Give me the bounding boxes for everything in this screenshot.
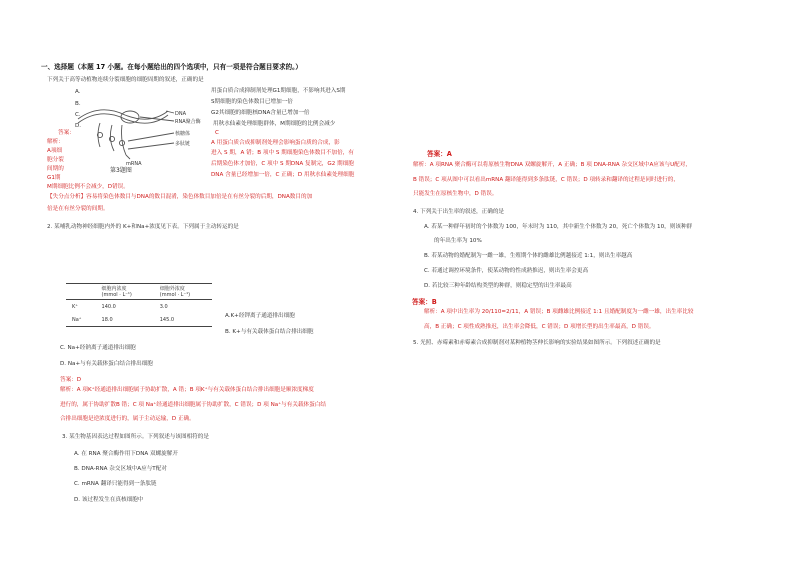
q3-option-d: D. 该过程发生在真核细胞中 [74, 497, 144, 503]
q1-analysis-right-4: DNA 含量已经增加一倍，C 正确；D 用秋水仙素处理细胞 [211, 172, 355, 178]
q1-opt-c-label: C. [75, 112, 81, 118]
table-col-empty [66, 284, 96, 300]
q1-analysis-left-1: 解析： [47, 139, 64, 145]
table-col-inside: 细胞内浓度 (mmol · L⁻¹) [96, 284, 154, 300]
q3-analysis-1: 解析：A 项RNA 聚合酶可以将原核生物DNA 双螺旋解开，A 正确；B 项 DNA-RNA 杂交区域中A应该与U配对， [413, 162, 691, 168]
q4-option-a-2: 的年出生率为 10% [434, 238, 482, 244]
table-cell-in: 18.0 [96, 313, 154, 327]
q2-analysis-3: 合排出细胞是逆浓度进行的，属于主动运输，D 正确。 [60, 416, 195, 422]
q1-analysis-left-2: A项细 [47, 148, 63, 154]
q2-option-d: D. Na+与有关载体蛋白结合排出细胞 [60, 361, 153, 367]
q1-stem: 下列关于高等动植物连续分裂细胞的细胞周期的叙述，正确的是 [47, 77, 204, 83]
q1-error-point-2: 倍是在有丝分裂的间期。 [47, 206, 109, 212]
figure-caption: 第3题图 [110, 167, 132, 173]
label-ribosome: 核糖体 [175, 131, 191, 137]
q1-analysis-right-1: A 用蛋白质合成抑制剂处理会影响蛋白质的合成，影 [211, 140, 340, 146]
q2-option-a: A.K+经钾离子通道排出细胞 [225, 313, 295, 319]
label-rna-polymerase: RNA聚合酶 [175, 119, 201, 125]
q1-analysis-left-6: M期细胞比例不会减少，D错误。 [47, 184, 129, 190]
q3-answer: 答案：A [427, 150, 452, 158]
table-cell-out: 3.0 [159, 303, 168, 310]
section-title: 一、选择题（本题 17 小题。在每小题给出的四个选项中，只有一项是符合题目要求的。） [41, 63, 303, 71]
q2-option-c: C. Na+经钠离子通道排出细胞 [60, 345, 136, 351]
q3-option-a: A. 在 RNA 聚合酶作用下DNA 双螺旋解开 [74, 451, 178, 457]
q4-option-b: B. 若某动物的婚配制为一雌一雄，生殖期个体的雌雄比例越接近 1:1，则出生率越高 [424, 253, 633, 259]
label-dna: DNA [175, 111, 187, 117]
table-row [66, 300, 212, 314]
table-cell-ion: Na⁺ [66, 313, 96, 327]
q1-option-d: 用秋水仙素处理细胞群体，M期细胞的比例会减少 [213, 121, 336, 127]
q5-stem: 5. 光照、赤霉素和赤霉素合成抑制剂对某种植物茎伸长影响的实验结果如图所示。下列叙述正确的是 [413, 340, 661, 346]
label-peptide: 多肽链 [175, 141, 191, 147]
mrna-strand-b [110, 125, 114, 151]
q4-stem: 4. 下列关于出生率的叙述，正确的是 [413, 209, 505, 215]
q1-analysis-left-5: G1期 [47, 175, 61, 181]
q4-analysis-2: 高，B 正确；C 项性成熟推迟，出生率会降低，C 错误；D 项增长型的出生率最高，D 错误。 [424, 324, 655, 330]
q3-option-c: C. mRNA 翻译只能得到一条肽链 [74, 481, 157, 487]
table-cell-out: 145.0 [154, 313, 212, 327]
q3-option-b: B. DNA-RNA 杂交区域中A应与T配对 [74, 466, 167, 472]
q1-option-b: S期细胞的染色体数目已增加一倍 [211, 99, 293, 105]
q3-analysis-2: B 错误；C 项从图中可以看出mRNA 翻译能得到多条肽链，C 错误；D 项转录和翻译的过程是同时进行的， [413, 177, 679, 183]
q1-analysis-left-3: 胞分裂 [47, 157, 64, 163]
q4-option-d: D. 若比较三种年龄结构类型的种群，则稳定型的出生率最高 [424, 283, 572, 289]
q1-error-point: 【失分点分析】容易将染色体数目与DNA的数目混淆，染色体数目加倍是在有丝分裂的后期，DNA数目的加 [47, 194, 313, 200]
label-mrna: mRNA [126, 161, 142, 167]
q2-option-b: B. K+与有关载体蛋白结合排出细胞 [225, 329, 314, 335]
q1-option-a: 用蛋白质合成抑制剂处理G1期细胞，不影响其进入S期 [211, 88, 346, 94]
q2-analysis-2: 进行的，属于协助扩散B 错；C 项 Na⁺经通道排出细胞属于协助扩散，C 错误；D 项 Na⁺与有关载体蛋白结 [60, 402, 326, 408]
q2-analysis-1: 解析：A 项K⁺经通道排出细胞属于协助扩散，A 错；B 项K⁺与有关载体蛋白结合排出细胞是顺浓度梯度 [60, 387, 314, 393]
q1-opt-b-label: B. [75, 101, 81, 107]
q1-option-c: G2其细胞的细胞核DNA含量已增加一倍 [211, 110, 310, 116]
q1-answer-label: 答案： [58, 130, 75, 136]
gene-expression-figure [70, 85, 205, 173]
table-cell-ion: K⁺ [72, 303, 78, 310]
q3-stem: 3. 某生物基因表达过程如图所示。下列叙述与该图相符的是 [62, 434, 209, 440]
q3-analysis-3: 只能发生在原核生物中，D 错误。 [413, 191, 498, 197]
mrna-strand-a [98, 123, 100, 147]
table-row [66, 313, 212, 327]
ion-concentration-table [66, 283, 212, 327]
q4-answer: 答案：B [412, 298, 437, 306]
q1-analysis-right-2: 进入 S 期，A 错；B 项中 S 期细胞染色体数目不加倍，有 [211, 150, 354, 156]
q4-option-c: C. 若通过调控环境条件，使某动物的性成熟推迟，则出生率会更高 [424, 268, 589, 274]
q1-opt-a-label: A. [75, 89, 81, 95]
q4-option-a-1: A. 若某一种群年初时的个体数为 100，年末时为 110，其中新生个体数为 20，死亡个体数为 10，则该种群 [424, 224, 693, 230]
table-cell-in: 140.0 [101, 303, 116, 310]
q4-analysis-1: 解析：A 项中出生率为 20/110=2/11，A 错误；B 项雌雄比例接近 1:1 且婚配制度为一雌一雄，出生率比较 [424, 309, 694, 315]
q2-stem: 2. 某哺乳动物神经细胞内外的 K+和Na+浓度见下表。下列属于主动转运的是 [47, 224, 239, 230]
q2-answer: 答案：D [60, 377, 82, 383]
q1-opt-d-label: D. [75, 123, 82, 129]
q1-analysis-left-4: 间期的 [47, 166, 64, 172]
table-col-outside: 细胞外浓度 (mmol · L⁻¹) [154, 284, 212, 300]
q1-answer-value: C [215, 130, 219, 136]
q1-analysis-right-3: 后期染色体才加倍，C 项中 S 期DNA 复制完，G2 期细胞 [211, 161, 354, 167]
